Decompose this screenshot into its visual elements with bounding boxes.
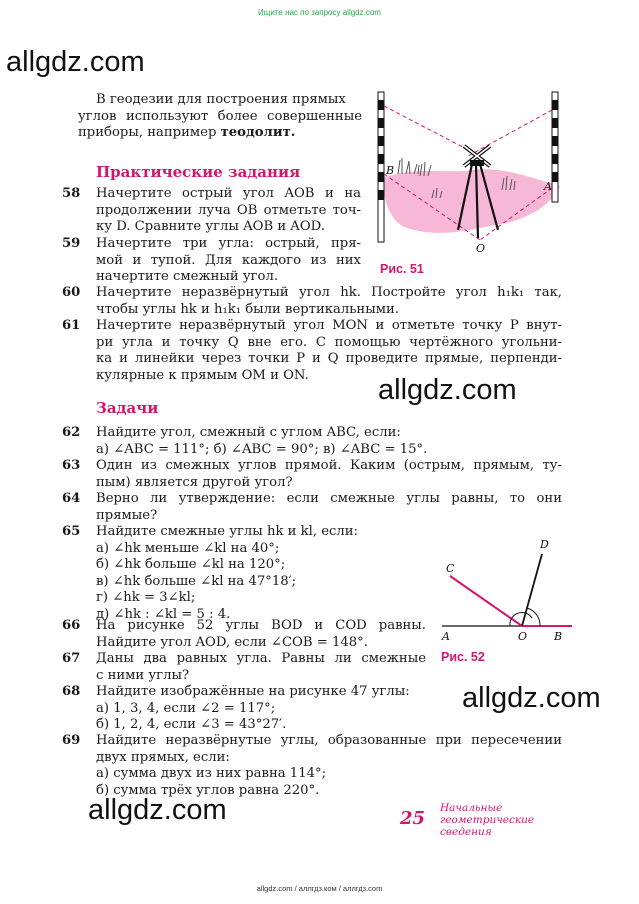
task-line: продолжении луча OB отметьте точ- (96, 202, 361, 218)
angle-arc (527, 608, 540, 626)
task-number: 61 (62, 318, 81, 333)
task-line: б) сумма трёх углов равна 220°. (96, 782, 320, 798)
task-line: б) 1, 2, 4, если ∠3 = 43°27′. (96, 717, 287, 732)
task-line: в) ∠hk больше ∠kl на 47°18′; (96, 573, 297, 589)
watermark: allgdz.com (6, 46, 145, 78)
task-line: мой и тупой. Для каждого из них (96, 252, 361, 268)
task-line: кулярные к прямым OM и ON. (96, 367, 309, 383)
page-number: 25 (400, 808, 426, 829)
point-a-label: A (544, 180, 552, 193)
task-line: а) сумма двух из них равна 114°; (96, 766, 327, 781)
task-line: г) ∠hk = 3∠kl; (96, 590, 196, 605)
task-number: 68 (62, 684, 81, 699)
watermark: allgdz.com (462, 682, 601, 714)
point-a-label: A (442, 630, 450, 643)
task-line: чтобы углы hk и h₁k₁ были вертикальными. (96, 301, 399, 317)
task-62 (96, 425, 562, 458)
left-staff (378, 92, 384, 242)
task-number: 58 (62, 186, 81, 201)
task-number: 64 (62, 491, 81, 506)
task-line: Даны два равных угла. Равны ли смежные (96, 651, 426, 666)
task-line: Найдите угол AOD, если ∠COB = 148°. (96, 634, 368, 650)
task-64 (96, 491, 562, 524)
intro-line-1: В геодезии для построения прямых (96, 92, 346, 107)
point-b-label: B (554, 630, 563, 643)
figure-52-caption: Рис. 52 (441, 650, 485, 664)
intro-line-2: углов используют более совершенные (78, 108, 362, 124)
task-line: Найдите изображённые на рисунке 47 углы: (96, 684, 410, 699)
task-line: а) ∠hk меньше ∠kl на 40°; (96, 540, 280, 556)
task-67 (96, 651, 426, 684)
task-number: 67 (62, 651, 81, 666)
task-61 (96, 318, 562, 384)
point-o-label: O (518, 630, 528, 643)
task-number: 65 (62, 524, 81, 539)
task-66 (96, 618, 426, 651)
task-number: 59 (62, 236, 81, 251)
task-60 (96, 285, 562, 318)
task-68 (96, 684, 456, 734)
point-o-label: O (476, 242, 486, 255)
task-line: б) ∠hk больше ∠kl на 120°; (96, 557, 286, 572)
theodolite-icon (464, 146, 490, 166)
figure-51-caption: Рис. 51 (380, 262, 424, 276)
intro-line-3 (78, 125, 295, 142)
task-line: Один из смежных углов прямой. Каким (острым, прямым, ту- (96, 458, 562, 473)
task-line: Начертите три угла: острый, пря- (96, 236, 361, 251)
problems-heading: Задачи (96, 399, 159, 417)
task-line: а) ∠ABC = 111°; б) ∠ABC = 90°; в) ∠ABC = 15°. (96, 441, 428, 457)
task-line: прямые? (96, 507, 158, 523)
task-line: а) 1, 3, 4, если ∠2 = 117°; (96, 700, 276, 716)
task-number: 69 (62, 733, 81, 748)
right-staff (552, 92, 558, 202)
task-line: На рисунке 52 углы BOD и COD равны. (96, 618, 426, 633)
task-line: с ними углы? (96, 667, 190, 683)
point-c-label: C (446, 562, 455, 575)
task-line: Найдите неразвёрнутые углы, образованные при пересечении (96, 733, 562, 748)
section-line: Начальные (440, 802, 503, 814)
task-number: 66 (62, 618, 81, 633)
task-line: начертите смежный угол. (96, 269, 279, 284)
task-line: ку D. Сравните углы AOB и AOD. (96, 219, 325, 234)
task-65 (96, 524, 396, 623)
intro-text: приборы, например (78, 125, 217, 140)
task-line: ри угла и точку Q вне его. С помощью чертёжного угольни- (96, 334, 562, 350)
top-link[interactable]: Ищите нас по запросу allgdz.com (258, 8, 381, 17)
task-line: Начертите острый угол AOB и на (96, 186, 361, 201)
section-title (440, 802, 534, 838)
point-d-label: D (540, 538, 549, 551)
section-line: геометрические (440, 814, 535, 826)
task-line: Найдите угол, смежный с углом ABC, если: (96, 425, 401, 440)
footer-links[interactable]: allgdz.com / аллгдз.ком / аллгдз.com (256, 884, 383, 893)
task-line: пым) является другой угол? (96, 474, 293, 490)
ray-od (522, 554, 542, 626)
task-line: д) ∠hk : ∠kl = 5 : 4. (96, 606, 231, 622)
task-58 (96, 186, 361, 236)
figure-52-angles (436, 534, 576, 646)
watermark: allgdz.com (378, 374, 517, 406)
task-line: двух прямых, если: (96, 749, 230, 765)
section-line: сведения (440, 826, 492, 838)
task-line: Верно ли утверждение: если смежные углы равны, то они (96, 491, 562, 506)
task-63 (96, 458, 562, 491)
practical-heading: Практические задания (96, 163, 301, 181)
task-line: ка и линейки через точки P и Q проведите прямые, перпенди- (96, 351, 562, 366)
task-line: Начертите неразвёрнутый угол hk. Постройте угол h₁k₁ так, (96, 285, 562, 300)
figure-51-theodolite (372, 90, 564, 260)
task-line: Начертите неразвёрнутый угол MON и отметьте точку P внут- (96, 318, 562, 333)
task-69 (96, 733, 562, 799)
watermark: allgdz.com (88, 794, 227, 826)
task-59 (96, 236, 361, 286)
point-b-label: B (386, 164, 395, 177)
task-line: Найдите смежные углы hk и kl, если: (96, 524, 358, 539)
task-number: 62 (62, 425, 81, 440)
intro-term: теодолит. (220, 125, 296, 140)
task-number: 63 (62, 458, 81, 473)
task-number: 60 (62, 285, 81, 300)
